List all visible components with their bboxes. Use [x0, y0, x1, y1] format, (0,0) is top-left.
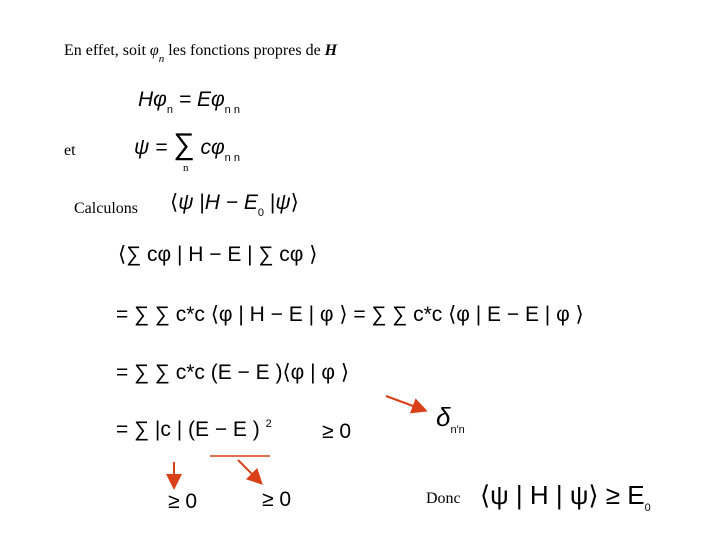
- geq-zero-right: ≥ 0: [322, 420, 352, 443]
- square-exponent: 2: [265, 418, 272, 430]
- final-text: ⟨ψ | H | ψ⟩ ≥ E: [480, 480, 645, 510]
- label-donc: Donc: [426, 490, 461, 507]
- geq-zero-mid: ≥ 0: [262, 488, 292, 511]
- delta-symbol: δ: [436, 402, 451, 432]
- phi-subscript: n: [158, 53, 165, 65]
- bar-right: |: [269, 191, 276, 214]
- ket-close: ⟩: [290, 191, 299, 214]
- eigen-rhs: = Eφ: [178, 88, 225, 111]
- bra-psi: ψ: [178, 191, 194, 214]
- arrow-to-delta: [386, 396, 424, 410]
- arrow-to-geq-mid: [238, 460, 260, 482]
- operator: H − E: [204, 191, 258, 214]
- label-et: et: [64, 142, 76, 159]
- eigen-lhs: Hφ: [138, 88, 167, 111]
- psi-lhs: ψ =: [134, 136, 168, 159]
- eigen-sub-rhs: n n: [224, 104, 240, 116]
- psi-term: cφ: [200, 136, 225, 159]
- ket-psi: ψ: [275, 191, 291, 214]
- phi-symbol: φ: [149, 42, 159, 59]
- final-sub: 0: [644, 502, 651, 514]
- line1-text: = ∑ ∑ c*c ⟨φ | H − E | φ ⟩ = ∑ ∑ c*c ⟨φ | E − E | φ ⟩: [116, 303, 584, 326]
- delta-sub: n'n: [450, 424, 465, 436]
- psi-term-sub: n n: [224, 152, 240, 164]
- eigen-sub-lhs: n: [166, 104, 173, 116]
- e0-sub: 0: [257, 207, 265, 219]
- hamiltonian-symbol: H: [324, 42, 338, 59]
- bra-open: ⟨: [170, 191, 179, 214]
- intro-prefix: En effet, soit: [64, 42, 146, 59]
- geq-zero-left: ≥ 0: [168, 490, 198, 513]
- intro-suffix: les fonctions propres de: [168, 42, 321, 59]
- sum-index: n: [183, 162, 189, 174]
- label-calculons: Calculons: [74, 200, 138, 217]
- line2-text: = ∑ ∑ c*c (E − E )⟨φ | φ ⟩: [116, 361, 350, 384]
- line3-text: = ∑ |c | (E − E ): [116, 418, 260, 441]
- sum-sign: ∑: [173, 128, 195, 161]
- expanded-text: ⟨∑ cφ | H − E | ∑ cφ ⟩: [118, 243, 318, 266]
- bar-left: |: [199, 191, 205, 214]
